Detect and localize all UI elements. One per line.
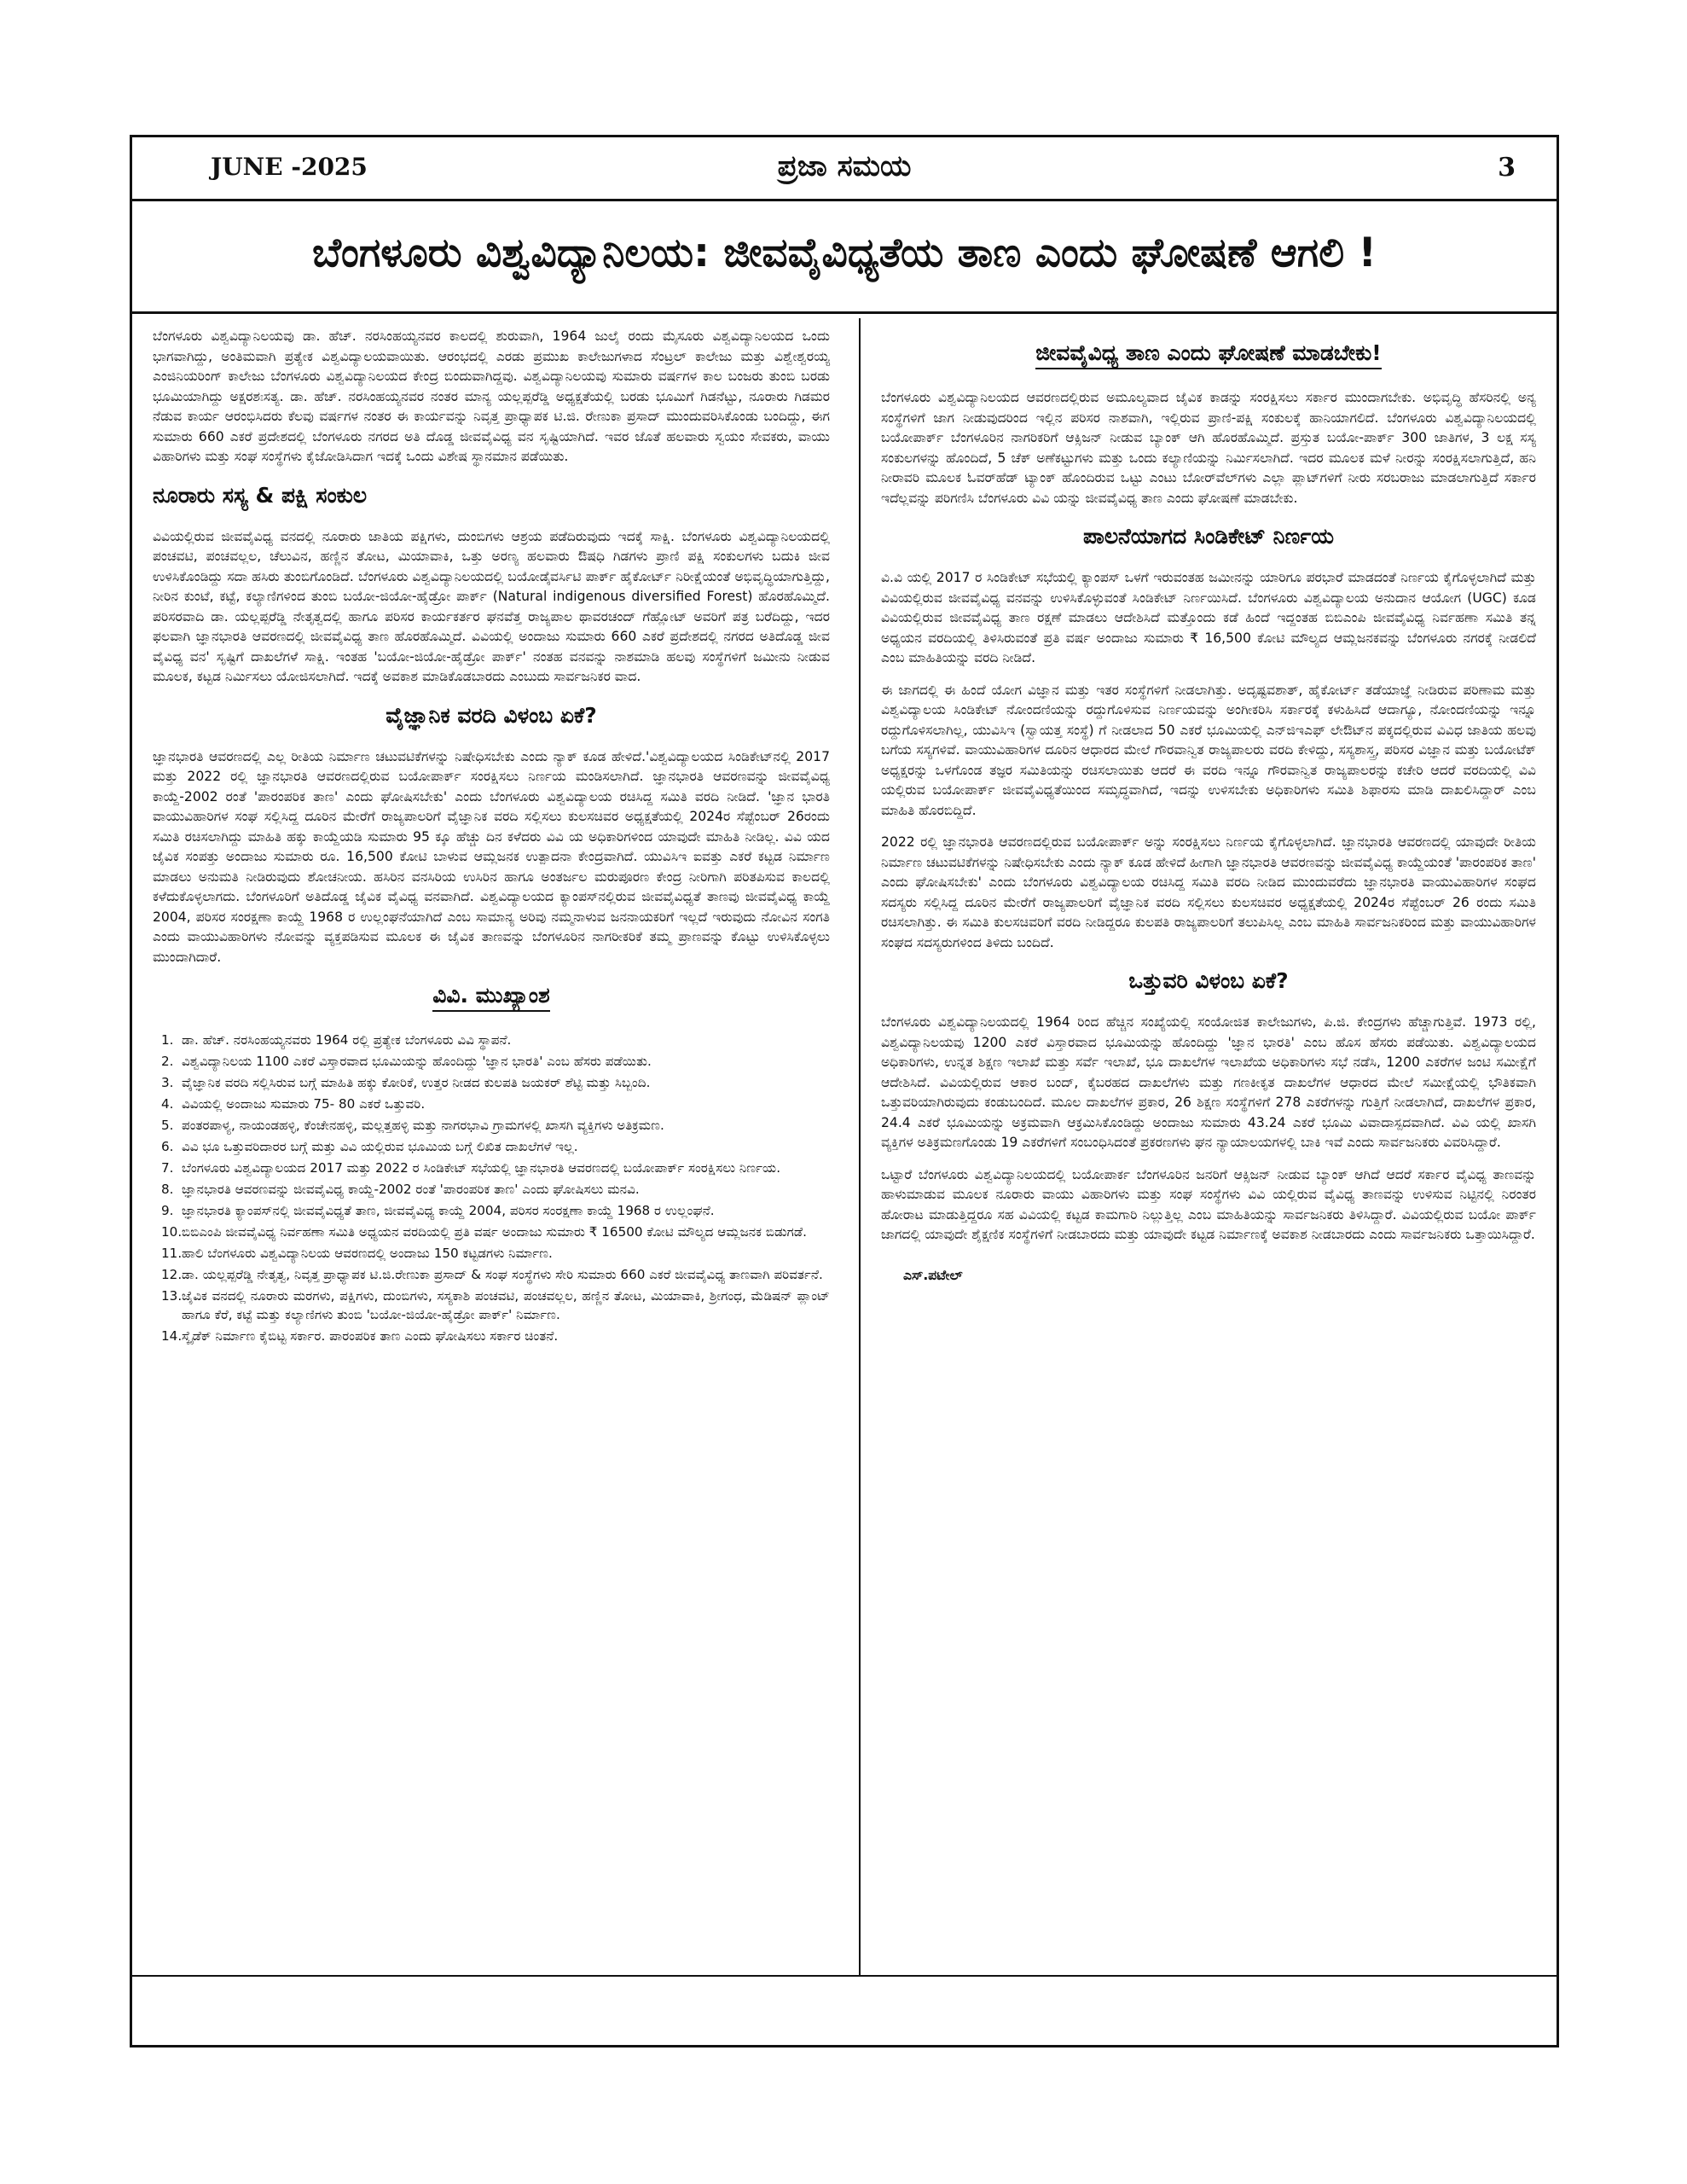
headline-band — [132, 199, 1557, 314]
naac-paragraph: 2022 ರಲ್ಲಿ ಜ್ಞಾನಭಾರತಿ ಆವರಣದಲ್ಲಿರುವ ಬಯೋಪಾರ್ಕ್ ಅನ್ನು ಸಂರಕ್ಷಿಸಲು ನಿರ್ಣಯ ಕೈಗೊಳ್ಳಲಾಗಿದೆ. ಜ್ಞಾನಭಾರತಿ ಆವರಣದಲ್ಲಿ ಯಾವುದೇ ರೀತಿಯ ನಿರ್ಮಾಣ ಚಟುವಟಿಕೆಗಳನ್ನು ನಿಷೇಧಿಸಬೇಕು ಎಂದು ನ್ಯಾಕ್ ಕೂಡ ಹೇಳಿದೆ ಹೀಗಾಗಿ ಜ್ಞಾನಭಾರತಿ ಆವರಣವನ್ನು ಜೀವವೈವಿಧ್ಯ ಕಾಯ್ದೆಯಂತೆ 'ಪಾರಂಪರಿಕ ತಾಣ' ಎಂದು ಘೋಷಿಸಬೇಕು' ಎಂದು ಬೆಂಗಳೂರು ವಿಶ್ವವಿದ್ಯಾಲಯ ರಚಿಸಿದ್ದ ಸಮಿತಿ ವರದಿ ನೀಡಿದ ಮುಂದುವರೆದು ಜ್ಞಾನಭಾರತಿ ವಾಯುವಿಹಾರಿಗಳ ಸಂಘದ ಸದಸ್ಯರು ಸಲ್ಲಿಸಿದ್ದ ದೂರಿನ ಮೇರೆಗೆ ರಾಜ್ಯಪಾಲರಿಗೆ ವೈಜ್ಞಾನಿಕ ವರದಿ ಸಲ್ಲಿಸಲು ಕುಲಸಚಿವರ ಅಧ್ಯಕ್ಷತೆಯಲ್ಲಿ 2024ರ ಸೆಪ್ಟೆಂಬರ್ 26 ರಂದು ಸಮಿತಿ ರಚಿಸಲಾಗಿತ್ತು. ಈ ಸಮಿತಿ ಕುಲಸಚಿವರಿಗೆ ವರದಿ ನೀಡಿದ್ದರೂ ಕುಲಪತಿ ರಾಜ್ಯಪಾಲರಿಗೆ ತಲುಪಿಸಿಲ್ಲ ಎಂಬ ಮಾಹಿತಿ ಸಾರ್ವಜನಿಕರಿಂದ ಮತ್ತು ವಾಯುವಿಹಾರಿಗಳ ಸಂಘದ ಸದಸ್ಯರುಗಳಿಂದ ತಿಳಿದು ಬಂದಿದೆ. — [881, 834, 1536, 950]
section-title-encroachment: ಒತ್ತುವರಿ ವಿಳಂಬ ಏಕೆ? — [1128, 968, 1289, 993]
right-column — [859, 318, 1555, 1975]
list-item: 4. ವಿವಿಯಲ್ಲಿ ಅಂದಾಜು ಸುಮಾರು 75- 80 ಎಕರೆ ಒತ್ತುವರಿ. — [161, 1096, 426, 1112]
scientific-report-paragraph: ಜ್ಞಾನಭಾರತಿ ಆವರಣದಲ್ಲಿ ಎಲ್ಲ ರೀತಿಯ ನಿರ್ಮಾಣ ಚಟುವಟಿಕೆಗಳನ್ನು ನಿಷೇಧಿಸಬೇಕು ಎಂದು ನ್ಯಾಕ್ ಕೂಡ ಹೇಳಿದೆ.'ವಿಶ್ವವಿದ್ಯಾಲಯದ ಸಿಂಡಿಕೇಟ್‌ನಲ್ಲಿ 2017 ಮತ್ತು 2022 ರಲ್ಲಿ ಜ್ಞಾನಭಾರತಿ ಆವರಣದಲ್ಲಿರುವ ಬಯೋಪಾರ್ಕ್ ಸಂರಕ್ಷಿಸಲು ನಿರ್ಣಯ ಮಂಡಿಸಲಾಗಿದೆ. ಜ್ಞಾನಭಾರತಿ ಆವರಣವನ್ನು ಜೀವವೈವಿಧ್ಯ ಕಾಯ್ದೆ-2002 ರಂತೆ 'ಪಾರಂಪರಿಕ ತಾಣ' ಎಂದು ಘೋಷಿಸಬೇಕು' ಎಂದು ಬೆಂಗಳೂರು ವಿಶ್ವವಿದ್ಯಾಲಯ ರಚಿಸಿದ್ದ ಸಮಿತಿ ವರದಿ ನೀಡಿದೆ. 'ಜ್ಞಾನ ಭಾರತಿ ವಾಯುವಿಹಾರಿಗಳ ಸಂಘ ಸಲ್ಲಿಸಿದ್ದ ದೂರಿನ ಮೇರೆಗೆ ರಾಜ್ಯಪಾಲರಿಗೆ ವೈಜ್ಞಾನಿಕ ವರದಿ ಸಲ್ಲಿಸಲು ಕುಲಸಚಿವರ ಅಧ್ಯಕ್ಷತೆಯಲ್ಲಿ 2024ರ ಸೆಪ್ಟೆಂಬರ್ 26ರಂದು ಸಮಿತಿ ರಚಿಸಲಾಗಿದ್ದು ಮಾಹಿತಿ ಹಕ್ಕು ಕಾಯ್ದೆಯಡಿ ಸುಮಾರು 95 ಕ್ಕೂ ಹೆಚ್ಚು ದಿನ ಕಳೆದರು ವಿವಿ ಯ ಅಧಿಕಾರಿಗಳಿಂದ ಯಾವುದೇ ಮಾಹಿತಿ ನೀಡಿಲ್ಲ. ವಿವಿ ಯದ ಜೈವಿಕ ಸಂಪತ್ತು ಅಂದಾಜು ಸುಮಾರು ರೂ. 16,500 ಕೋಟಿ ಬಾಳುವ ಆಮ್ಲಜನಕ ಉತ್ಪಾದನಾ ಕೇಂದ್ರವಾಗಿದೆ. ಯುವಿಸಿಇ ಐವತ್ತು ಎಕರೆ ಕಟ್ಟಡ ನಿರ್ಮಾಣ ಮಾಡಲು ಅನುಮತಿ ನೀಡಿರುವುದು ಶೋಚನೀಯ. ಹಸಿರಿನ ವನಸಿರಿಯ ಉಸಿರಿನ ಹಾಗೂ ಅಂತರ್ಜಲ ಮರುಪೂರಣ ಕೇಂದ್ರ ನೀರಿಗಾಗಿ ಪರಿತಪಿಸುವ ಕಾಲದಲ್ಲಿ ಕಳೆದುಕೊಳ್ಳಲಾಗದು. ಬೆಂಗಳೂರಿಗೆ ಅತಿದೊಡ್ಡ ಜೈವಿಕ ವೈವಿಧ್ಯ ವನವಾಗಿದೆ. ವಿಶ್ವವಿದ್ಯಾಲಯದ ಕ್ಯಾಂಪಸ್‌ನಲ್ಲಿರುವ ಜೀವವೈವಿಧ್ಯತೆ ತಾಣವು ಜೀವವೈವಿಧ್ಯ ಕಾಯ್ದೆ 2004, ಪರಿಸರ ಸಂರಕ್ಷಣಾ ಕಾಯ್ದೆ 1968 ರ ಉಲ್ಲಂಘನೆಯಾಗಿದೆ ಎಂಬ ಸಾಮಾನ್ಯ ಅರಿವು ನಮ್ಮನಾಳುವ ಜನನಾಯಕರಿಗೆ ಇಲ್ಲದೆ ಇರುವುದು ನೋವಿನ ಸಂಗತಿ ಎಂದು ವಾಯುವಿಹಾರಿಗಳು ನೋವನ್ನು ವ್ಯಕ್ತಪಡಿಸುವ ಮೂಲಕ ಈ ಜೈವಿಕ ತಾಣವನ್ನು ಬೆಂಗಳೂರಿನ ನಾಗರೀಕರಿಕೆ ತಮ್ಮ ಪ್ರಾಣವನ್ನು ಕೊಟ್ಟು ಉಳಿಸಿಕೊಳ್ಳಲು ಮುಂದಾಗಿದಾರೆ. — [153, 748, 830, 965]
section-title-flora-fauna: ನೂರಾರು ಸಸ್ಯ & ಪಕ್ಷಿ ಸಂಕುಲ — [153, 482, 368, 508]
section-title-highlights — [153, 983, 830, 1012]
page-header — [132, 137, 1557, 201]
highlights-list — [153, 1031, 830, 1345]
list-item: 8. ಜ್ಞಾನಭಾರತಿ ಆವರಣವನ್ನು ಜೀವವೈವಿಧ್ಯ ಕಾಯ್ದೆ-2002 ರಂತೆ 'ಪಾರಂಪರಿಕ ತಾಣ' ಎಂದು ಘೋಷಿಸಲು ಮನವಿ. — [161, 1182, 640, 1197]
encroachment-paragraph: ಬೆಂಗಳೂರು ವಿಶ್ವವಿದ್ಯಾನಿಲಯದಲ್ಲಿ 1964 ರಿಂದ ಹೆಚ್ಚಿನ ಸಂಖ್ಯೆಯಲ್ಲಿ ಸಂಯೋಜಿತ ಕಾಲೇಜುಗಳು, ಪಿ.ಜಿ. ಕೇಂದ್ರಗಳು ಹೆಚ್ಚಾಗುತ್ತಿವೆ. 1973 ರಲ್ಲಿ, ವಿಶ್ವವಿದ್ಯಾನಿಲಯವು 1200 ಎಕರೆ ವಿಸ್ತಾರವಾದ ಭೂಮಿಯನ್ನು ಹೊಂದಿದ್ದು 'ಜ್ಞಾನ ಭಾರತಿ' ಎಂಬ ಹೊಸ ಹೆಸರು ಪಡೆಯಿತು. ವಿಶ್ವವಿದ್ಯಾಲಯದ ಅಧಿಕಾರಿಗಳು, ಉನ್ನತ ಶಿಕ್ಷಣ ಇಲಾಖೆ ಮತ್ತು ಸರ್ವೆ ಇಲಾಖೆ, ಭೂ ದಾಖಲೆಗಳ ಇಲಾಖೆಯ ಅಧಿಕಾರಿಗಳು ಸಭೆ ನಡೆಸಿ, 1200 ಎಕರೆಗಳ ಜಂಟಿ ಸಮೀಕ್ಷೆಗೆ ಆದೇಶಿಸಿದೆ. ವಿವಿಯಲ್ಲಿರುವ ಆಕಾರ ಬಂದ್, ಕೈಬರಹದ ದಾಖಲೆಗಳು ಮತ್ತು ಗಣಕೀಕೃತ ದಾಖಲೆಗಳ ಆಧಾರದ ಮೇಲೆ ಸಮೀಕ್ಷೆಯಲ್ಲಿ ಭೌತಿಕವಾಗಿ ಒತ್ತುವರಿಯಾಗಿರುವುದು ಕಂಡುಬಂದಿದೆ. ಮೂಲ ದಾಖಲೆಗಳ ಪ್ರಕಾರ, 26 ಶಿಕ್ಷಣ ಸಂಸ್ಥೆಗಳಿಗೆ 278 ಎಕರೆಗಳನ್ನು ಗುತ್ತಿಗೆ ನೀಡಲಾಗಿದೆ, ದಾಖಲೆಗಳ ಪ್ರಕಾರ, 24.4 ಎಕರೆ ಭೂಮಿಯನ್ನು ಅಕ್ರಮವಾಗಿ ಆಕ್ರಮಿಸಿಕೊಂಡಿದ್ದು ಅಂದಾಜು ಸುಮಾರು 43.24 ಎಕರೆ ಭೂಮಿ ವಿವಾದಾಸ್ಪದವಾಗಿದೆ. ವಿವಿ ಯಲ್ಲಿ ಖಾಸಗಿ ವ್ಯಕ್ತಿಗಳ ಅತಿಕ್ರಮಣಗೊಂಡು 19 ಎಕರೆಗಳಿಗೆ ಸಂಬಂಧಿಸಿದಂತೆ ಪ್ರಕರಣಗಳು ಘನ ನ್ಯಾಯಾಲಯಗಳಲ್ಲಿ ಬಾಕಿ ಇವೆ ಎಂದು ಸಾರ್ವಜನಿಕರು ವಿವರಿಸಿದ್ದಾರೆ. — [881, 1014, 1536, 1150]
syndicate-paragraph: ವಿ.ವಿ ಯಲ್ಲಿ 2017 ರ ಸಿಂಡಿಕೇಟ್ ಸಭೆಯಲ್ಲಿ ಕ್ಯಾಂಪಸ್ ಒಳಗೆ ಇರುವಂತಹ ಜಮೀನನ್ನು ಯಾರಿಗೂ ಪರಭಾರೆ ಮಾಡದಂತೆ ನಿರ್ಣಯ ಕೈಗೊಳ್ಳಲಾಗಿದೆ ಮತ್ತು ವಿವಿಯಲ್ಲಿರುವ ಜೀವವೈವಿಧ್ಯ ವನವನ್ನು ಉಳಿಸಿಕೊಳ್ಳುವಂತೆ ಸಿಂಡಿಕೇಟ್ ನಿರ್ಣಯಿಸಿದೆ. ಬೆಂಗಳೂರು ವಿಶ್ವವಿದ್ಯಾಲಯ ಅನುದಾನ ಆಯೋಗ (UGC) ಕೂಡ ವಿವಿಯಲ್ಲಿರುವ ಜೀವವೈವಿಧ್ಯ ತಾಣ ರಕ್ಷಣೆ ಮಾಡಲು ಆದೇಶಿಸಿದೆ ಮತ್ತೊಂದು ಕಡೆ ಹಿಂದೆ ಇದ್ದಂತಹ ಬಿಬಿಎಂಪಿ ಜೀವವೈವಿಧ್ಯ ನಿರ್ವಹಣಾ ಸಮಿತಿ ತನ್ನ ಅಧ್ಯಯನ ವರದಿಯಲ್ಲಿ ತಿಳಿಸಿರುವಂತೆ ಪ್ರತಿ ವರ್ಷ ಅಂದಾಜು ಸುಮಾರು ₹ 16,500 ಕೋಟಿ ಮೌಲ್ಯದ ಆಮ್ಲಜನಕವನ್ನು ಬೆಂಗಳೂರು ನಗರಕ್ಕೆ ನೀಡಲಿದೆ ಎಂಬ ಮಾಹಿತಿಯನ್ನು ವರದಿ ನೀಡಿದೆ. — [881, 570, 1536, 665]
list-item: 5. ಪಂತರಪಾಳ್ಯ, ನಾಯಂಡಹಳ್ಳಿ, ಕೆಂಚೇನಹಳ್ಳಿ, ಮಲ್ಲತ್ತಹಳ್ಳಿ ಮತ್ತು ನಾಗರಭಾವಿ ಗ್ರಾಮಗಳಲ್ಲಿ ಖಾಸಗಿ ವ್ಯಕ್ತಿಗಳು ಅತಿಕ್ರಮಣ. — [161, 1118, 664, 1133]
section-title-scientific-report: ವೈಜ್ಞಾನಿಕ ವರದಿ ವಿಳಂಬ ಏಕೆ? — [386, 702, 597, 728]
list-item: 3. ವೈಜ್ಞಾನಿಕ ವರದಿ ಸಲ್ಲಿಸಿರುವ ಬಗ್ಗೆ ಮಾಹಿತಿ ಹಕ್ಕು ಕೋರಿಕೆ, ಉತ್ತರ ನೀಡದ ಕುಲಪತಿ ಜಯಕರ್ ಶೆಟ್ಟಿ ಮತ್ತು ಸಿಬ್ಬಂದಿ. — [161, 1075, 651, 1090]
list-item: 11.ಹಾಲಿ ಬೆಂಗಳೂರು ವಿಶ್ವವಿದ್ಯಾನಿಲಯ ಆವರಣದಲ್ಲಿ ಅಂದಾಜು 150 ಕಟ್ಟಡಗಳು ನಿರ್ಮಾಣ. — [161, 1246, 553, 1261]
author-name: ಎಸ್.ಪಟೇಲ್ — [903, 1267, 963, 1283]
list-item: 12.ಡಾ. ಯಲ್ಲಪ್ಪರೆಡ್ಡಿ ನೇತೃತ್ವ, ನಿವೃತ್ತ ಪ್ರಾಧ್ಯಾಪಕ ಟಿ.ಜಿ.ರೇಣುಕಾ ಪ್ರಸಾದ್ & ಸಂಘ ಸಂಸ್ಥೆಗಳು ಸೇರಿ ಸುಮಾರು 660 ಎಕರೆ ಜೀವವೈವಿಧ್ಯ ತಾಣವಾಗಿ ಪರಿವರ್ತನೆ. — [161, 1267, 823, 1282]
list-item: 7. ಬೆಂಗಳೂರು ವಿಶ್ವವಿದ್ಯಾಲಯದ 2017 ಮತ್ತು 2022 ರ ಸಿಂಡಿಕೇಟ್ ಸಭೆಯಲ್ಲಿ ಜ್ಞಾನಭಾರತಿ ಆವರಣದಲ್ಲಿ ಬಯೋಪಾರ್ಕ್ ಸಂರಕ್ಷಿಸಲು ನಿರ್ಣಯ. — [161, 1160, 781, 1176]
list-item: 9. ಜ್ಞಾನಭಾರತಿ ಕ್ಯಾಂಪಸ್‌ನಲ್ಲಿ ಜೀವವೈವಿಧ್ಯತೆ ತಾಣ, ಜೀವವೈವಿಧ್ಯ ಕಾಯ್ದೆ 2004, ಪರಿಸರ ಸಂರಕ್ಷಣಾ ಕಾಯ್ದೆ 1968 ರ ಉಲ್ಲಂಘನೆ. — [161, 1203, 715, 1218]
list-item: 10.ಬಿಬಿಎಂಪಿ ಜೀವವೈವಿಧ್ಯ ನಿರ್ವಹಣಾ ಸಮಿತಿ ಅಧ್ಯಯನ ವರದಿಯಲ್ಲಿ ಪ್ರತಿ ವರ್ಷ ಅಂದಾಜು ಸುಮಾರು ₹ 16500 ಕೋಟಿ ಮೌಲ್ಯದ ಆಮ್ಲಜನಕ ಬಿಡುಗಡೆ. — [161, 1224, 807, 1240]
yoga-paragraph: ಈ ಜಾಗದಲ್ಲಿ ಈ ಹಿಂದೆ ಯೋಗ ವಿಜ್ಞಾನ ಮತ್ತು ಇತರ ಸಂಸ್ಥೆಗಳಿಗೆ ನೀಡಲಾಗಿತ್ತು. ಅದೃಷ್ಟವಶಾತ್, ಹೈಕೋರ್ಟ್ ತಡೆಯಾಜ್ಞೆ ನೀಡಿರುವ ಪರಿಣಾಮ ಮತ್ತು ವಿಶ್ವವಿದ್ಯಾಲಯ ಸಿಂಡಿಕೇಟ್ ನೋಂದಣಿಯನ್ನು ರದ್ದುಗೊಳಿಸುವ ನಿರ್ಣಯವನ್ನು ಅಂಗೀಕರಿಸಿ ಸರ್ಕಾರಕ್ಕೆ ಕಳುಹಿಸಿದೆ ಆದಾಗ್ಯೂ, ನೋಂದಣಿಯನ್ನು ಇನ್ನೂ ರದ್ದುಗೊಳಿಸಲಾಗಿಲ್ಲ, ಯುವಿಸಿಇ (ಸ್ವಾಯತ್ತ ಸಂಸ್ಥೆ) ಗೆ ನೀಡಲಾದ 50 ಎಕರೆ ಭೂಮಿಯಲ್ಲಿ ಎನ್‌ಜಿಇಎಫ್ ಲೇಔಟ್‌ನ ಪಕ್ಕದಲ್ಲಿರುವ ವಿವಿಧ ಜಾತಿಯ ಹಲವು ಬಗೆಯ ಸಸ್ಯಗಳಿವೆ. ವಾಯುವಿಹಾರಿಗಳ ದೂರಿನ ಆಧಾರದ ಮೇಲೆ ಗೌರವಾನ್ವಿತ ರಾಜ್ಯಪಾಲರು ವರದಿ ಕೇಳಿದ್ದು, ಸಸ್ಯಶಾಸ್ತ್ರ, ಪರಿಸರ ವಿಜ್ಞಾನ ಮತ್ತು ಬಯೋಟೆಕ್ ಅಧ್ಯಕ್ಷರನ್ನು ಒಳಗೊಂಡ ತಜ್ಞರ ಸಮಿತಿಯನ್ನು ರಚಿಸಲಾಯಿತು ಆದರೆ ಈ ವರದಿ ಇನ್ನೂ ಗೌರವಾನ್ವಿತ ರಾಜ್ಯಪಾಲರನ್ನು ಕಚೇರಿ ಆದರೆ ವರದಿಯಲ್ಲಿ ವಿವಿ ಯಲ್ಲಿರುವ ಬಯೋಪಾರ್ಕ್ ಜೀವವೈವಿಧ್ಯತೆಯಿಂದ ಸಮೃದ್ಧವಾಗಿದೆ, ಇದನ್ನು ಉಳಿಸಬೇಕು ಅಧಿಕಾರಿಗಳು ಸಮಿತಿ ಶಿಫಾರಸು ಮಾಡಿ ದಾಖಲಿಸಿದ್ದಾರ್ ಎಂಬ ಮಾಹಿತಿ ಹೊರಬಿದ್ದಿದೆ. — [881, 682, 1536, 818]
article-headline: ಬೆಂಗಳೂರು ವಿಶ್ವವಿದ್ಯಾನಿಲಯ: ಜೀವವೈವಿಧ್ಯತೆಯ ತಾಣ ಎಂದು ಘೋಷಣೆ ಆಗಲಿ ! — [312, 229, 1377, 276]
list-item: 6. ವಿವಿ ಭೂ ಒತ್ತುವರಿದಾರರ ಬಗ್ಗೆ ಮತ್ತು ವಿವಿ ಯಲ್ಲಿರುವ ಭೂಮಿಯ ಬಗ್ಗೆ ಲಿಖಿತ ದಾಖಲೆಗಳೆ ಇಲ್ಲ. — [161, 1139, 578, 1154]
bottom-rule — [132, 1975, 1557, 1977]
declare-heading-text: ಜೀವವೈವಿಧ್ಯ ತಾಣ ಎಂದು ಘೋಷಣೆ ಮಾಡಬೇಕು! — [1035, 340, 1381, 369]
list-item: 14.ಸ್ಕೈಡೆಕ್ ನಿರ್ಮಾಣ ಕೈಬಿಟ್ಟ ಸರ್ಕಾರ. ಪಾರಂಪರಿಕ ತಾಣ ಎಂದು ಘೋಷಿಸಲು ಸರ್ಕಾರ ಚಿಂತನೆ. — [161, 1328, 559, 1344]
list-item: 13.ಜೈವಿಕ ವನದಲ್ಲಿ ನೂರಾರು ಮರಗಳು, ಪಕ್ಷಿಗಳು, ದುಂಬಿಗಳು, ಸಸ್ಯಕಾಶಿ ಪಂಚವಟಿ, ಪಂಚವಲ್ಲಲ, ಹಣ್ಣಿನ ತೋಟ, ಮಿಯಾವಾಕಿ, ಶ್ರೀಗಂಧ, ಮೆಡಿಷನ್ ಪ್ಲಾಂಟ್ ಹಾಗೂ ಕೆರೆ, ಕಟ್ಟೆ ಮತ್ತು ಕಲ್ಯಾಣಿಗಳು ತುಂಬಿ 'ಬಯೋ-ಜಿಯೋ-ಹೈಡ್ರೋ ಪಾರ್ಕ್' ನಿರ್ಮಾಣ. — [161, 1288, 830, 1322]
section-title-declare-biodiversity — [881, 340, 1536, 369]
declare-paragraph: ಬೆಂಗಳೂರು ವಿಶ್ವವಿದ್ಯಾನಿಲಯದ ಆವರಣದಲ್ಲಿರುವ ಅಮೂಲ್ಯವಾದ ಜೈವಿಕ ಕಾಡನ್ನು ಸಂರಕ್ಷಿಸಲು ಸರ್ಕಾರ ಮುಂದಾಗಬೇಕು. ಅಭಿವೃದ್ಧಿ ಹೆಸರಿನಲ್ಲಿ ಅನ್ಯ ಸಂಸ್ಥೆಗಳಿಗೆ ಜಾಗ ನೀಡುವುದರಿಂದ ಇಲ್ಲಿನ ಪರಿಸರ ನಾಶವಾಗಿ, ಇಲ್ಲಿರುವ ಪ್ರಾಣಿ-ಪಕ್ಷಿ ಸಂಕುಲಕ್ಕೆ ಹಾನಿಯಾಗಲಿದೆ. ಬೆಂಗಳೂರು ವಿಶ್ವವಿದ್ಯಾನಿಲಯದಲ್ಲಿ ಬಯೋಪಾರ್ಕ್ ಬೆಂಗಳೂರಿನ ನಾಗರಿಕರಿಗೆ ಆಕ್ಸಿಜನ್ ನೀಡುವ ಬ್ಯಾಂಕ್ ಆಗಿ ಹೊರಹೊಮ್ಮಿದೆ. ಪ್ರಸ್ತುತ ಬಯೋ-ಪಾರ್ಕ್ 300 ಜಾತಿಗಳ, 3 ಲಕ್ಷ ಸಸ್ಯ ಸಂಕುಲಗಳನ್ನು ಹೊಂದಿದೆ, 5 ಚೆಕ್ ಅಣೆಕಟ್ಟುಗಳು ಮತ್ತು ಒಂದು ಕಲ್ಯಾಣಿಯನ್ನು ನಿರ್ಮಿಸಲಾಗಿದೆ. ಇದರ ಮೂಲಕ ಮಳೆ ನೀರನ್ನು ಸಂರಕ್ಷಿಸಲಾಗುತ್ತಿದೆ, ಹನಿ ನೀರಾವರಿ ಮೂಲಕ ಓವರ್‌ಹೆಡ್ ಟ್ಯಾಂಕ್ ಹೊಂದಿರುವ ಒಟ್ಟು ಎಂಟು ಬೋರ್‌ವೆಲ್‌ಗಳು ಎಲ್ಲಾ ಪ್ಲಾಟ್‌ಗಳಿಗೆ ನೀರು ಸರಬರಾಜು ಮಾಡಲಾಗುತ್ತಿದೆ ಸರ್ಕಾರ ಇದೆಲ್ಲವನ್ನು ಪರಿಗಣಿಸಿ ಬೆಂಗಳೂರು ವಿವಿ ಯನ್ನು ಜೀವವೈವಿಧ್ಯ ತಾಣ ಎಂದು ಘೋಷಣೆ ಮಾಡಬೇಕು. — [881, 390, 1536, 506]
conclusion-paragraph: ಒಟ್ಟಾರೆ ಬೆಂಗಳೂರು ವಿಶ್ವವಿದ್ಯಾನಿಲಯದಲ್ಲಿ ಬಯೋಪಾರ್ಕ ಬೆಂಗಳೂರಿನ ಜನರಿಗೆ ಆಕ್ಸಿಜನ್ ನೀಡುವ ಬ್ಯಾಂಕ್ ಆಗಿದೆ ಆದರೆ ಸರ್ಕಾರ ವೈವಿಧ್ಯ ತಾಣವನ್ನು ಹಾಳುಮಾಡುವ ಮೂಲಕ ನೂರಾರು ವಾಯು ವಿಹಾರಿಗಳು ಮತ್ತು ಸಂಘ ಸಂಸ್ಥೆಗಳು ವಿವಿ ಯಲ್ಲಿರುವ ವೈವಿಧ್ಯ ತಾಣವನ್ನು ಉಳಿಸುವ ನಿಟ್ಟಿನಲ್ಲಿ ನಿರಂತರ ಹೋರಾಟ ಮಾಡುತ್ತಿದ್ದರೂ ಸಹ ವಿವಿಯಲ್ಲಿ ಕಟ್ಟಡ ಕಾಮಗಾರಿ ನಿಲ್ಲುತ್ತಿಲ್ಲ ಎಂಬ ಮಾಹಿತಿಯನ್ನು ಸಾರ್ವಜನಿಕರು ತಿಳಿಸಿದ್ದಾರೆ. ವಿವಿಯಲ್ಲಿರುವ ಬಯೋ ಪಾರ್ಕ್ ಜಾಗದಲ್ಲಿ ಯಾವುದೇ ಶೈಕ್ಷಣಿಕ ಸಂಸ್ಥೆಗಳಿಗೆ ನೀಡಬಾರದು ಮತ್ತು ಯಾವುದೇ ಕಟ್ಟಡ ನಿರ್ಮಾಣಕ್ಕೆ ಅವಕಾಶ ನೀಡಬಾರದು ಎಂದು ಸಾರ್ವಜನಿಕರು ಒತ್ತಾಯಿಸಿದ್ದಾರೆ. — [881, 1166, 1536, 1242]
list-item: 2. ವಿಶ್ವವಿದ್ಯಾನಿಲಯ 1100 ಎಕರೆ ವಿಸ್ತಾರವಾದ ಭೂಮಿಯನ್ನು ಹೊಂದಿದ್ದು 'ಜ್ಞಾನ ಭಾರತಿ' ಎಂಬ ಹೆಸರು ಪಡೆಯಿತು. — [161, 1054, 652, 1069]
intro-paragraph: ಬೆಂಗಳೂರು ವಿಶ್ವವಿದ್ಯಾನಿಲಯವು ಡಾ. ಹೆಚ್. ನರಸಿಂಹಯ್ಯನವರ ಕಾಲದಲ್ಲಿ ಶುರುವಾಗಿ, 1964 ಜುಲೈ ರಂದು ಮೈಸೂರು ವಿಶ್ವವಿದ್ಯಾನಿಲಯದ ಒಂದು ಭಾಗವಾಗಿದ್ದು, ಅಂತಿಮವಾಗಿ ಪ್ರತ್ಯೇಕ ವಿಶ್ವವಿದ್ಯಾಲಯವಾಯಿತು. ಆರಂಭದಲ್ಲಿ ಎರಡು ಪ್ರಮುಖ ಕಾಲೇಜುಗಳಾದ ಸೆಂಟ್ರಲ್ ಕಾಲೇಜು ಮತ್ತು ವಿಶ್ವೇಶ್ವರಯ್ಯ ಎಂಜಿನಿಯರಿಂಗ್ ಕಾಲೇಜು ಬೆಂಗಳೂರು ವಿಶ್ವವಿದ್ಯಾನಿಲಯದ ಕೇಂದ್ರ ಬಿಂದುವಾಗಿದ್ದವು. ವಿಶ್ವವಿದ್ಯಾನಿಲಯವು ಸುಮಾರು ವರ್ಷಗಳ ಕಾಲ ಬಂಜರು ತುಂಬಿ ಬರಡು ಭೂಮಿಯಾಗಿದ್ದು ಅಕ್ಷರಶಃಸತ್ಯ. ಡಾ. ಹೆಚ್. ನರಸಿಂಹಯ್ಯನವರ ನಂತರ ಮಾನ್ಯ ಯಲ್ಲಪ್ಪರೆಡ್ಡಿ ಅಧ್ಯಕ್ಷತೆಯಲ್ಲಿ ಬರಡು ಭೂಮಿಗೆ ಗಿಡನೆಟ್ಟು, ನೂರಾರು ಗಿಡಮರ ನೆಡುವ ಕಾರ್ಯ ಆರಂಭಿಸಿದರು ಕೆಲವು ವರ್ಷಗಳ ನಂತರ ಈ ಕಾರ್ಯವನ್ನು ನಿವೃತ್ತ ಪ್ರಾಧ್ಯಾಪಕ ಟಿ.ಜಿ. ರೇಣುಕಾ ಪ್ರಸಾದ್ ಮುಂದುವರಿಸಿಕೊಂಡು ಬಂದಿದ್ದು, ಈಗ ಸುಮಾರು 660 ಎಕರೆ ಪ್ರದೇಶದಲ್ಲಿ ಬೆಂಗಳೂರು ನಗರದ ಅತಿ ದೊಡ್ಡ ಜೀವವೈವಿಧ್ಯ ವನ ಸೃಷ್ಟಿಯಾಗಿದೆ. ಇವರ ಜೊತೆ ಹಲವಾರು ಸ್ವಯಂ ಸೇವಕರು, ವಾಯು ವಿಹಾರಿಗಳು ಮತ್ತು ಸಂಘ ಸಂಸ್ಥೆಗಳು ಕೈಜೋಡಿಸಿದಾಗ ಇದಕ್ಕೆ ಒಂದು ವಿಶೇಷ ಸ್ಥಾನಮಾನ ಪಡೆಯಿತು. — [153, 328, 830, 464]
list-item: 1. ಡಾ. ಹೆಚ್. ನರಸಿಂಹಯ್ಯನವರು 1964 ರಲ್ಲಿ ಪ್ರತ್ಯೇಕ ಬೆಂಗಳೂರು ವಿವಿ ಸ್ಥಾಪನೆ. — [161, 1032, 512, 1048]
issue-date: JUNE -2025 — [211, 153, 368, 181]
newspaper-name: ಪ್ರಜಾ ಸಮಯ — [777, 149, 912, 183]
page-frame — [130, 135, 1559, 2048]
flora-fauna-paragraph: ವಿವಿಯಲ್ಲಿರುವ ಜೀವವೈವಿಧ್ಯ ವನದಲ್ಲಿ ನೂರಾರು ಜಾತಿಯ ಪಕ್ಷಿಗಳು, ದುಂಬಿಗಳು ಆಶ್ರಯ ಪಡೆದಿರುವುದು ಇದಕ್ಕೆ ಸಾಕ್ಷಿ. ಬೆಂಗಳೂರು ವಿಶ್ವವಿದ್ಯಾನಿಲಯದಲ್ಲಿ ಪಂಚವಟಿ, ಪಂಚವಲ್ಲಲ, ಚೆಲುವಿನ, ಹಣ್ಣಿನ ತೋಟ, ಮಿಯಾವಾಕಿ, ಒತ್ತು ಅರಣ್ಯ ಹಲವಾರು ಔಷಧಿ ಗಿಡಗಳು ಪ್ರಾಣಿ ಪಕ್ಷಿ ಸಂಕುಲಗಳು ಬದುಕಿ ಜೀವ ಉಳಿಸಿಕೊಂಡಿದ್ದು ಸದಾ ಹಸಿರು ತುಂಬಿಗೊಂಡಿದೆ. ಬೆಂಗಳೂರು ವಿಶ್ವವಿದ್ಯಾನಿಲಯದಲ್ಲಿ ಬಯೋಡೈವರ್ಸಿಟಿ ಪಾರ್ಕ್ ಹೈಕೋರ್ಟ್ ನಿರೀಕ್ಷೆಯಂತೆ ಅಭಿವೃದ್ಧಿಯಾಗುತ್ತಿದ್ದು, ನೀರಿನ ಕುಂಟೆ, ಕಟ್ಟೆ, ಕಲ್ಯಾಣಿಗಳಿಂದ ತುಂಬಿ ಬಯೋ-ಜಿಯೋ-ಹೈಡ್ರೋ ಪಾರ್ಕ್ (Natural indigenous diversified Forest) ಹೊರಹೊಮ್ಮಿದೆ. ಪರಿಸರವಾದಿ ಡಾ. ಯಲ್ಲಪ್ಪರೆಡ್ಡಿ ನೇತೃತ್ವದಲ್ಲಿ ಹಾಗೂ ಪರಿಸರ ಕಾರ್ಯಕರ್ತರ ಘನವೆತ್ತ ರಾಜ್ಯಪಾಲ ಥಾವರಚಂದ್ ಗೆಹ್ಲೋಟ್ ಅವರಿಗೆ ಪತ್ರ ಬರೆದಿದ್ದು, ಇದರ ಫಲವಾಗಿ ಜ್ಞಾನಭಾರತಿ ಆವರಣದಲ್ಲಿ ಜೀವವೈವಿಧ್ಯ ತಾಣ ಹೊರಹೊಮ್ಮಿದೆ. ವಿವಿಯಲ್ಲಿ ಅಂದಾಜು ಸುಮಾರು 660 ಎಕರೆ ಪ್ರದೇಶದಲ್ಲಿ ನಗರದ ಅತಿದೊಡ್ಡ ಜೀವ ವೈವಿಧ್ಯ ವನ' ಸೃಷ್ಟಿಗೆ ದಾಖಲೆಗಳೆ ಸಾಕ್ಷಿ. ಇಂತಹ 'ಬಯೋ-ಜಿಯೋ-ಹೈಡ್ರೋ ಪಾರ್ಕ್' ನಂತಹ ವನವನ್ನು ನಾಶಮಾಡಿ ಹಲವು ಸಂಸ್ಥೆಗಳಿಗೆ ಜಮೀನು ನೀಡುವ ಮೂಲಕ, ಕಟ್ಟಡ ನಿರ್ಮಿಸಲು ಯೋಜಿಸಲಾಗಿದೆ. ಇದಕ್ಕೆ ಅವಕಾಶ ಮಾಡಿಕೊಡಬಾರದು ಎಂಬುದು ಸಾರ್ವಜನಿಕರ ವಾದ. — [153, 528, 831, 684]
left-column — [139, 318, 852, 1975]
page-number: 3 — [1498, 153, 1516, 183]
highlights-heading-text: ವಿವಿ. ಮುಖ್ಯಾಂಶ — [432, 983, 549, 1012]
section-title-syndicate: ಪಾಲನೆಯಾಗದ ಸಿಂಡಿಕೇಟ್ ನಿರ್ಣಯ — [1082, 524, 1334, 549]
